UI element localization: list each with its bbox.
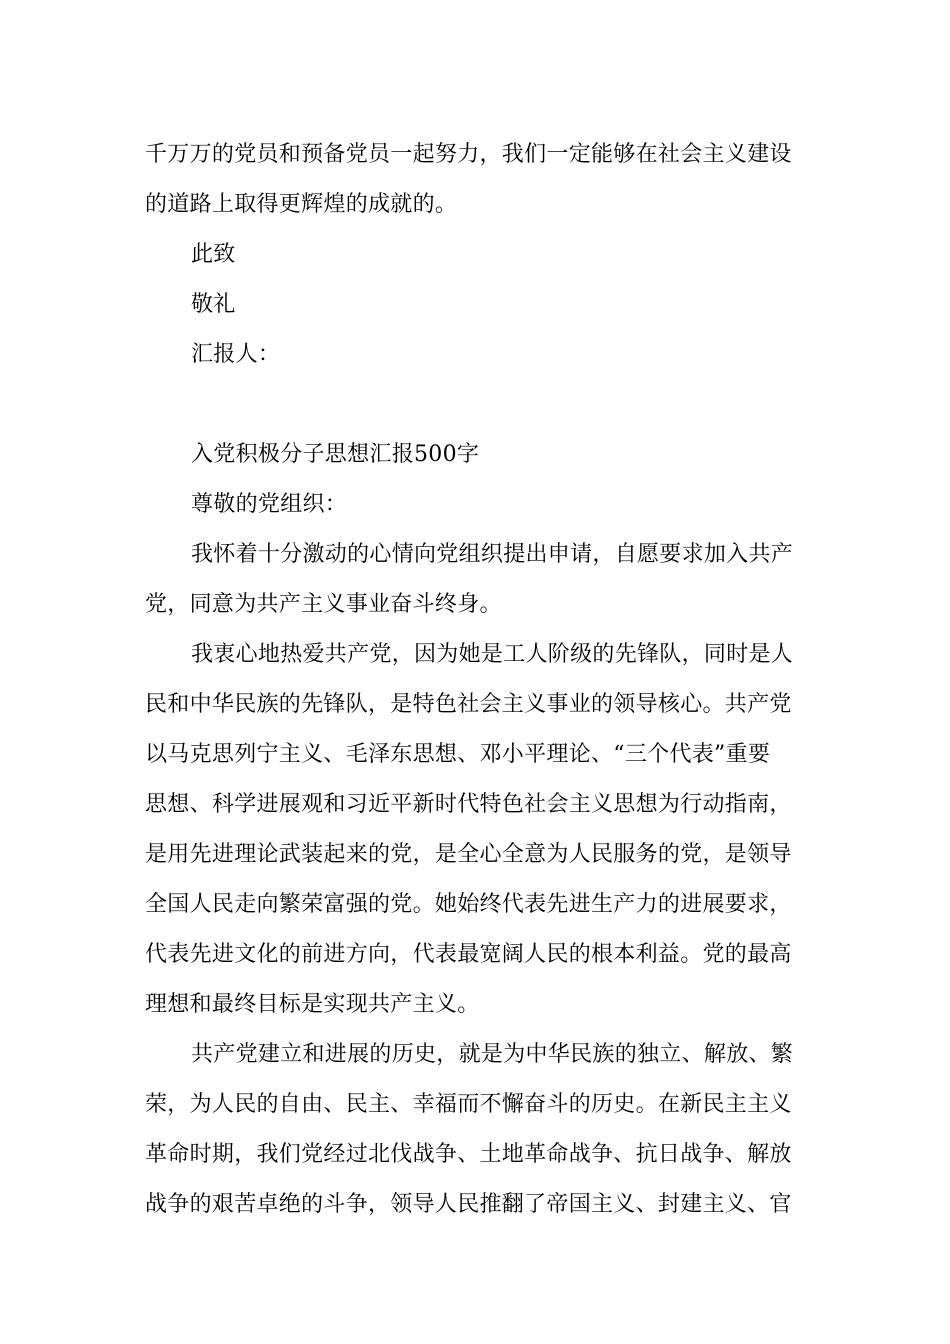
text-line: 革命时期，我们党经过北伐战争、土地革命战争、抗日战争、解放	[145, 1142, 792, 1167]
text-line: 千万万的党员和预备党员一起努力，我们一定能够在社会主义建设	[145, 142, 792, 167]
paragraph-1	[145, 530, 810, 630]
blank-line	[145, 380, 810, 430]
text-line: 的道路上取得更辉煌的成就的。	[145, 192, 458, 217]
text-line: 我衷心地热爱共产党，因为她是工人阶级的先锋队，同时是人	[191, 642, 794, 667]
text-line: 代表先进文化的前进方向，代表最宽阔人民的根本利益。党的最高	[145, 942, 792, 967]
text-line: 荣，为人民的自由、民主、幸福而不懈奋斗的历史。在新民主主义	[145, 1092, 792, 1117]
text-line: 党，同意为共产主义事业奋斗终身。	[145, 592, 502, 617]
text-line: 全国人民走向繁荣富强的党。她始终代表先进生产力的进展要求，	[145, 892, 792, 917]
text-line: 战争的艰苦卓绝的斗争，领导人民推翻了帝国主义、封建主义、官	[145, 1192, 792, 1217]
text-line: 以马克思列宁主义、毛泽东思想、邓小平理论、“三个代表”重要	[145, 742, 771, 767]
salutation: 尊敬的党组织：	[191, 492, 348, 517]
text-line: 我怀着十分激动的心情向党组织提出申请，自愿要求加入共产	[191, 542, 794, 567]
text-line: 是用先进理论武装起来的党，是全心全意为人民服务的党，是领导	[145, 842, 792, 867]
paragraph-3	[145, 1030, 810, 1230]
text-line: 理想和最终目标是实现共产主义。	[145, 992, 480, 1017]
text-line: 思想、科学进展观和习近平新时代特色社会主义思想为行动指南，	[145, 792, 792, 817]
section-title: 入党积极分子思想汇报500字	[191, 442, 480, 467]
text-line: 民和中华民族的先锋队，是特色社会主义事业的领导核心。共产党	[145, 692, 792, 717]
closing-jing-li: 敬礼	[191, 292, 236, 317]
paragraph-2	[145, 630, 810, 1030]
closing-ci-zhi: 此致	[191, 242, 236, 267]
reporter-label: 汇报人：	[191, 342, 281, 367]
text-line: 共产党建立和进展的历史，就是为中华民族的独立、解放、繁	[191, 1042, 794, 1067]
document-body	[145, 130, 810, 1230]
